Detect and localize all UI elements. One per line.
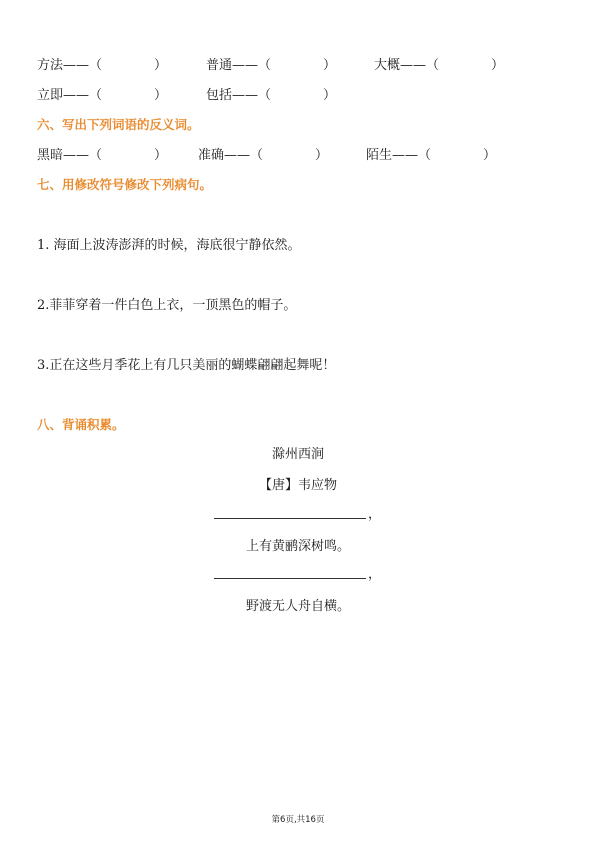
- section8-heading: 八、背诵积累。: [37, 417, 125, 432]
- poem-title: 滁州西涧: [271, 447, 324, 462]
- antonym-item-mosheng: 陌生——（ ）: [366, 148, 497, 163]
- section7-heading: 七、用修改符号修改下列病句。: [37, 177, 213, 192]
- antonym-item-zhunque: 准确——（ ）: [198, 148, 329, 163]
- poem-comma-1: ，: [368, 507, 382, 522]
- word-item-liji: 立即——（ ）: [37, 88, 168, 103]
- section6-heading: 六、写出下列词语的反义词。: [37, 117, 200, 132]
- sick-sentence-2: 2.菲菲穿着一件白色上衣，一顶黑色的帽子。: [37, 298, 297, 313]
- poem-line-2: 上有黄鹂深树鸣。: [245, 539, 350, 554]
- poem-blank-line-3[interactable]: [214, 578, 366, 579]
- poem-author: 【唐】韦应物: [258, 478, 337, 493]
- word-item-fangfa: 方法——（ ）: [37, 58, 168, 73]
- page-number-footer: 第6页,共16页: [271, 815, 325, 825]
- word-item-putong: 普通——（ ）: [206, 58, 337, 73]
- word-item-baokuo: 包括——（ ）: [206, 88, 337, 103]
- sick-sentence-1: 1. 海面上波涛澎湃的时候，海底很宁静依然。: [37, 238, 301, 253]
- poem-blank-line-1[interactable]: [214, 518, 366, 519]
- poem-comma-3: ，: [368, 567, 382, 582]
- sick-sentence-3: 3.正在这些月季花上有几只美丽的蝴蝶翩翩起舞呢！: [37, 358, 336, 373]
- poem-line-4: 野渡无人舟自横。: [245, 599, 350, 614]
- word-item-dagai: 大概——（ ）: [374, 58, 505, 73]
- antonym-item-heian: 黑暗——（ ）: [37, 148, 168, 163]
